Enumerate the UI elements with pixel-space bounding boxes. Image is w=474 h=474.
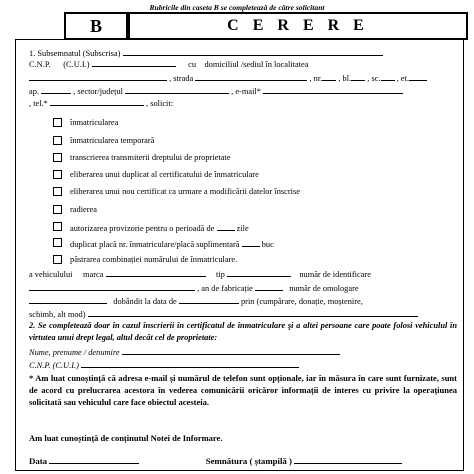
strada-field[interactable] bbox=[195, 72, 307, 81]
nr-field[interactable] bbox=[322, 72, 336, 81]
row-cnp bbox=[29, 58, 457, 70]
name-field[interactable] bbox=[123, 47, 383, 56]
option-checkbox-2[interactable] bbox=[53, 136, 62, 145]
vehicle-label: a vehiculului bbox=[29, 270, 73, 279]
nume-field[interactable] bbox=[122, 346, 340, 355]
schimb-label: schimb, alt mod) bbox=[29, 310, 86, 319]
option-row-8 bbox=[70, 238, 274, 250]
notice-text: * Am luat cunoștință că adresa e-mail și numărul de telefon sunt opționale, iar în măsura în care sunt furnizate, sunt de acord cu prelucrarea acestora în vederea comunicării oricăror informații de interes cu privire la operațiunea solicitată sau vehiculul care face obiectul acesteia. bbox=[29, 373, 457, 407]
vin-field[interactable] bbox=[29, 282, 195, 291]
cnp2-field[interactable] bbox=[81, 359, 299, 368]
row-ap bbox=[29, 85, 457, 97]
sector-field[interactable] bbox=[125, 85, 229, 94]
header-note: Rubricile din caseta B se completează de către solicitant bbox=[149, 3, 325, 12]
et-label: , et. bbox=[396, 74, 409, 83]
data-dobandire-field[interactable] bbox=[179, 295, 239, 304]
row-cnp2 bbox=[29, 359, 457, 371]
option-checkbox-4[interactable] bbox=[53, 170, 62, 179]
option-checkbox-1[interactable] bbox=[53, 118, 62, 127]
an-label: , an de fabricație bbox=[197, 284, 253, 293]
nume-label: Nume, prenume / denumire bbox=[29, 348, 120, 357]
option-checkbox-5[interactable] bbox=[53, 187, 62, 196]
cu-label: cu bbox=[188, 60, 197, 69]
row-vehicle-2 bbox=[29, 282, 457, 294]
option-checkbox-3[interactable] bbox=[53, 153, 62, 162]
tel-label: , tel.* bbox=[29, 99, 48, 108]
tip-label: tip bbox=[216, 270, 225, 279]
email-label: , e-mail* bbox=[231, 87, 261, 96]
option-label-4: eliberarea unui duplicat al certificatului de înmatriculare bbox=[70, 170, 259, 179]
strada-label: , strada bbox=[169, 74, 194, 83]
row-vehicle-1 bbox=[29, 268, 457, 280]
option-label-8: duplicat placă nr. înmatriculare/placă suplimentară bbox=[70, 240, 240, 249]
semnatura-label: Semnătura ( ștampilă ) bbox=[205, 456, 292, 466]
sc-field[interactable] bbox=[381, 72, 395, 81]
ack-text: Am luat cunoștință de conținutul Notei de Informare. bbox=[29, 433, 223, 443]
section-letter: B bbox=[64, 12, 128, 40]
marca-label: marca bbox=[82, 270, 104, 279]
cui-label: (C.U.I.) bbox=[63, 60, 90, 69]
nr-label: , nr. bbox=[309, 74, 323, 83]
option-label-1: înmatricularea bbox=[70, 118, 119, 127]
mod-dobandire-field[interactable] bbox=[88, 308, 418, 317]
subsemnatul-label: 1. Subsemnatul (Subscrisa) bbox=[29, 49, 121, 58]
section2-text: 2. Se completează doar în cazul înscrierii în certificatul de înmatriculare şi a altei persoane care poate folosi vehiculul în virtutea unui drept legal, altul decât cel de proprietate: bbox=[29, 321, 457, 342]
domiciliul-label: domiciliul /sediul în localitatea bbox=[204, 60, 309, 69]
option-label-2: înmatricularea temporară bbox=[70, 136, 155, 145]
option-label-6: radierea bbox=[70, 205, 97, 214]
row-footer bbox=[29, 455, 457, 466]
buc-label: buc bbox=[261, 240, 274, 249]
tip-field[interactable] bbox=[227, 268, 291, 277]
bl-label: , bl. bbox=[338, 74, 352, 83]
ap-label: ap. bbox=[29, 87, 39, 96]
solicit-label: , solicit: bbox=[146, 99, 174, 108]
bl-field[interactable] bbox=[351, 72, 365, 81]
email-field[interactable] bbox=[263, 85, 403, 94]
et-field[interactable] bbox=[409, 72, 427, 81]
sector-label: , sector/județul bbox=[73, 87, 123, 96]
option-checkbox-8[interactable] bbox=[53, 238, 62, 247]
cnp2-label: C.N.P. (C.U.I.) bbox=[29, 361, 79, 370]
semnatura-field[interactable] bbox=[294, 455, 402, 464]
row-vehicle-4 bbox=[29, 308, 457, 320]
form-title: C E R E R E bbox=[128, 12, 468, 40]
data-label: Data bbox=[29, 456, 48, 466]
bucati-field[interactable] bbox=[242, 238, 260, 247]
omologare-label: număr de omologare bbox=[289, 284, 359, 293]
vin-label: număr de identificare bbox=[299, 270, 371, 279]
form-header bbox=[12, 12, 462, 38]
an-field[interactable] bbox=[255, 282, 283, 291]
data-field[interactable] bbox=[49, 455, 139, 464]
cnp-field[interactable] bbox=[92, 58, 176, 67]
option-row-7 bbox=[70, 222, 249, 234]
marca-field[interactable] bbox=[106, 268, 206, 277]
perioada-field[interactable] bbox=[217, 222, 235, 231]
row-vehicle-3 bbox=[29, 295, 457, 307]
row-strada bbox=[29, 72, 457, 84]
cnp-label: C.N.P. bbox=[29, 60, 51, 69]
row-nume bbox=[29, 346, 457, 358]
zile-label: zile bbox=[236, 224, 249, 233]
tel-field[interactable] bbox=[50, 97, 144, 106]
option-checkbox-6[interactable] bbox=[53, 205, 62, 214]
sc-label: , sc. bbox=[367, 74, 381, 83]
option-label-3: transcrierea transmiterii dreptului de proprietate bbox=[70, 153, 231, 162]
row-tel bbox=[29, 97, 457, 109]
ap-field[interactable] bbox=[41, 85, 71, 94]
option-label-7: autorizarea provizorie pentru o perioadă de bbox=[70, 224, 215, 233]
option-label-5: eliberarea unui nou certificat ca urmare a modificării datelor înscrise bbox=[70, 187, 300, 196]
option-checkbox-7[interactable] bbox=[53, 222, 62, 231]
omologare-field[interactable] bbox=[29, 295, 107, 304]
localitate-field[interactable] bbox=[29, 72, 167, 81]
prin-label: prin (cumpărare, donație, moștenire, bbox=[240, 297, 363, 306]
dobandit-label: dobândit la data de bbox=[113, 297, 177, 306]
option-checkbox-9[interactable] bbox=[53, 255, 62, 264]
option-label-9: păstrarea combinației numărului de înmatriculare. bbox=[70, 255, 238, 264]
